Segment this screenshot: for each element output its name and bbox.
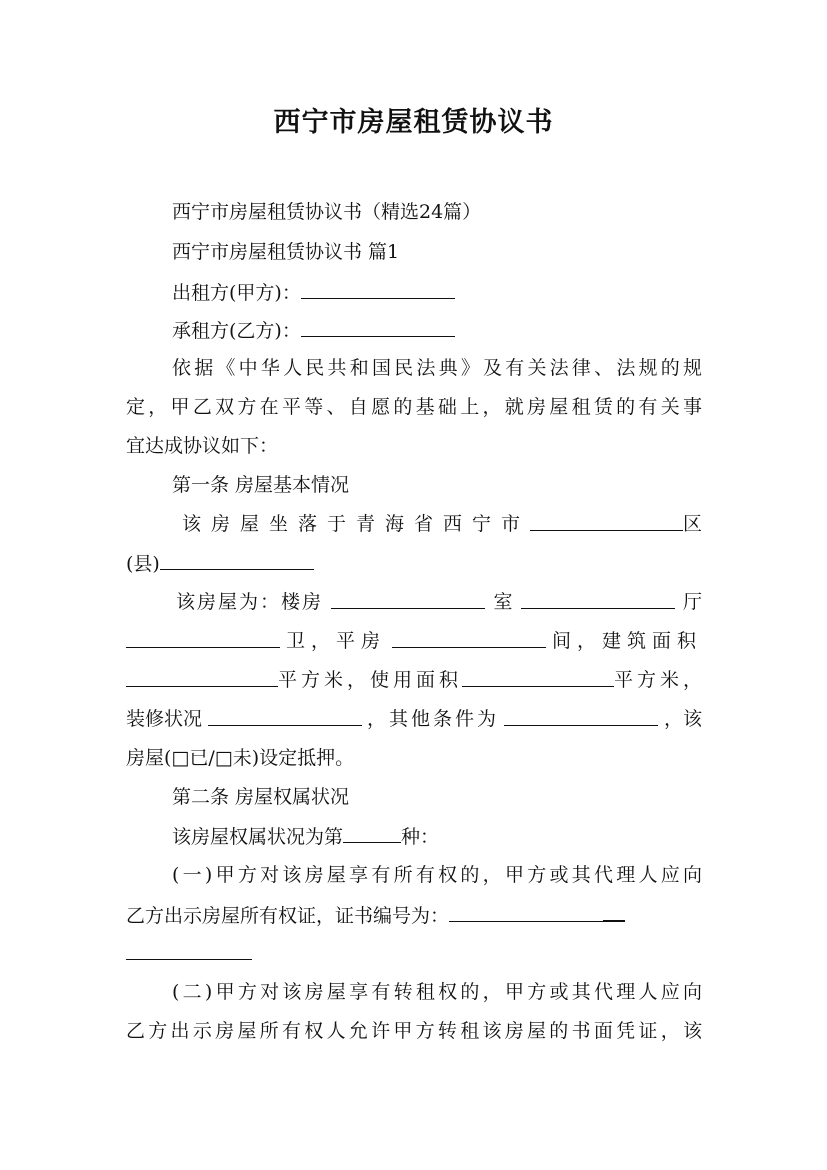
house-type-line [176, 590, 702, 614]
mortgage-line: 房屋(□已/□未)设定抵押。 [126, 747, 355, 769]
other-conditions-label: ，其他条件为 [366, 708, 499, 730]
lessor-label: 出租方(甲方)： [172, 282, 301, 304]
bungalow-blank [392, 629, 546, 648]
usable-area-blank [462, 668, 614, 687]
lessee-line [172, 318, 455, 343]
section-heading: 西宁市房屋租赁协议书 篇1 [172, 241, 400, 263]
county-blank [160, 551, 314, 570]
hall-label: 厅 [682, 591, 702, 613]
sqm-label: 平方米， [613, 669, 706, 691]
other-conditions-blank [504, 707, 658, 726]
kind-label: 种： [401, 826, 440, 848]
certificate-blank-tail [603, 902, 625, 922]
lessor-blank [301, 280, 455, 299]
continuation-label: ，该 [663, 708, 702, 730]
bathroom-blank [126, 629, 280, 648]
paragraph-line: (一)甲方对该房屋享有所有权的，甲方或其代理人应向 [172, 864, 702, 886]
rooms-blank [331, 590, 485, 609]
bathroom-label: 卫，平房 [285, 630, 386, 652]
county-label: (县) [126, 553, 160, 575]
location-label: 该房屋坐落于青海省西宁市 [182, 513, 531, 535]
document-title: 西宁市房屋租赁协议书 [273, 107, 554, 138]
county-line [126, 551, 314, 576]
paragraph-line: 乙方出示房屋所有权人允许甲方转租该房屋的书面凭证，该 [126, 1020, 702, 1042]
certificate-blank [449, 903, 603, 922]
district-label: 区 [682, 513, 702, 535]
paragraph-line: 依据《中华人民共和国民法典》及有关法律、法规的规 [172, 357, 702, 379]
location-blank [530, 512, 683, 531]
halls-blank [521, 590, 675, 609]
article-heading: 第二条 房屋权属状况 [172, 786, 350, 808]
ownership-type-blank [343, 824, 401, 843]
paragraph-line: 定，甲乙双方在平等、自愿的基础上，就房屋租赁的有关事 [126, 396, 702, 418]
house-type-label: 该房屋为：楼房 [176, 591, 324, 613]
ownership-type-line [172, 824, 439, 849]
location-line [182, 512, 702, 536]
certificate-blank-continued [126, 941, 252, 960]
floor-area-label: 间，建筑面积 [551, 630, 702, 652]
decoration-label: 装修状况 [126, 708, 203, 730]
subtitle-line: 西宁市房屋租赁协议书（精选24篇） [172, 201, 482, 223]
area-line [126, 629, 702, 653]
certificate-label: 乙方出示房屋所有权证，证书编号为： [126, 905, 450, 927]
ownership-type-label: 该房屋权属状况为第 [172, 826, 344, 848]
decoration-blank [208, 707, 362, 726]
paragraph-line: (二)甲方对该房屋享有转租权的，甲方或其代理人应向 [172, 981, 702, 1003]
article-heading: 第一条 房屋基本情况 [172, 474, 350, 496]
room-label: 室 [493, 591, 513, 613]
paragraph-line: 宜达成协议如下： [126, 435, 279, 457]
lessee-label: 承租方(乙方)： [172, 320, 301, 342]
certificate-line [126, 902, 625, 928]
usable-area-label: 平方米，使用面积 [277, 669, 462, 691]
certificate-continuation-line [126, 941, 252, 966]
floor-area-blank [126, 668, 278, 687]
lessee-blank [301, 318, 455, 337]
lessor-line [172, 280, 455, 305]
usable-area-line [126, 668, 706, 692]
decoration-line [126, 707, 702, 731]
